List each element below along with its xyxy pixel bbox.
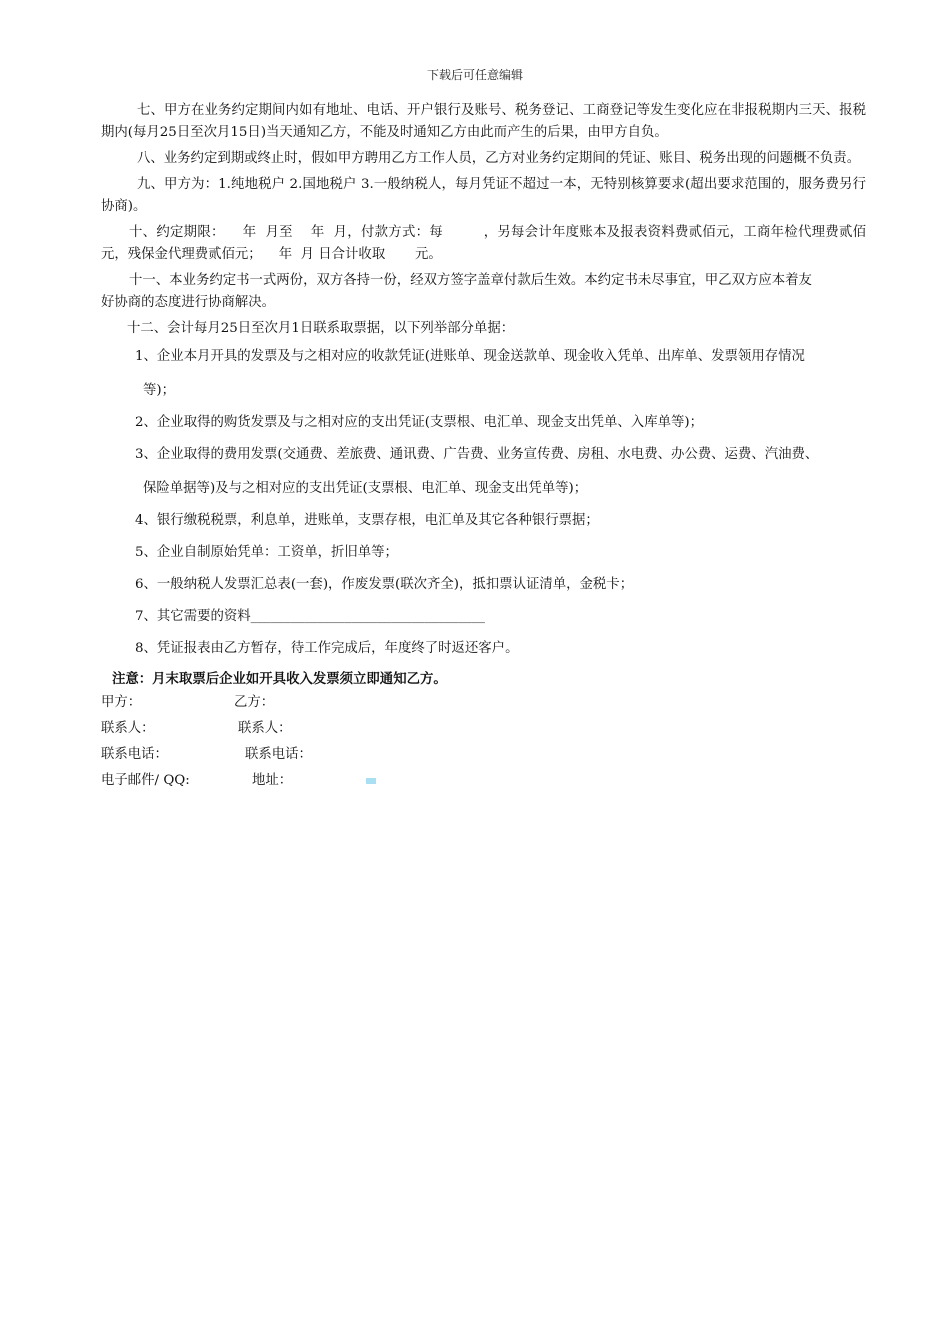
contact-b-label: 联系人： [238, 721, 292, 736]
list-item-7: 7、其它需要的资料___________________________________ [135, 609, 485, 624]
phone-a-label: 联系电话： [101, 747, 168, 762]
list-item-3 [101, 444, 866, 500]
clause-7: 七、甲方在业务约定期间内如有地址、电话、开户银行及账号、税务登记、工商登记等发生变化应在非报税期内三天、报税期内(每月25日至次月15日)当天通知乙方，不能及时通知乙方由此而产生的后果，由甲方自负。 [101, 103, 866, 140]
list-item-1 [101, 346, 866, 402]
phone-b-label: 联系电话： [245, 747, 312, 762]
page-header: 下载后可任意编辑 [426, 68, 523, 82]
list-item-5: 5、企业自制原始凭单：工资单，折旧单等； [135, 545, 398, 560]
list-item-1-line-1: 1、企业本月开具的发票及与之相对应的收款凭证(进账单、现金送款单、现金收入凭单、出库单、发票领用存情况 [135, 349, 805, 364]
document-body [101, 100, 866, 794]
clause-8: 八、业务约定到期或终止时，假如甲方聘用乙方工作人员，乙方对业务约定期间的凭证、账目、税务出现的问题概不负责。 [137, 151, 861, 166]
list-item-8: 8、凭证报表由乙方暂存，待工作完成后，年度终了时返还客户。 [135, 641, 519, 656]
contact-a-label: 联系人： [101, 721, 155, 736]
signature-row-party [101, 690, 866, 716]
document-list [101, 346, 866, 660]
list-item-3-line-1: 3、企业取得的费用发票(交通费、差旅费、通讯费、广告费、业务宣传费、房租、水电费、办公费、运费、汽油费、 [135, 447, 819, 462]
highlight-marker [366, 778, 376, 784]
clause-11 [101, 270, 866, 314]
address-b-label: 地址： [252, 773, 293, 788]
list-item-3-line-2: 保险单据等)及与之相对应的支出凭证(支票根、电汇单、现金支出凭单等)； [143, 481, 588, 496]
list-item-4: 4、银行缴税税票，利息单，进账单，支票存根，电汇单及其它各种银行票据； [135, 513, 599, 528]
party-b-label: 乙方： [234, 695, 275, 710]
clause-11-line-2: 好协商的态度进行协商解决。 [101, 295, 276, 310]
email-a-label: 电子邮件/ QQ: [101, 773, 190, 788]
list-item-2: 2、企业取得的购货发票及与之相对应的支出凭证(支票根、电汇单、现金支出凭单、入库单等)； [135, 415, 703, 430]
list-item-6: 6、一般纳税人发票汇总表(一套)，作废发票(联次齐全)，抵扣票认证清单，金税卡； [135, 577, 634, 592]
list-item-1-line-2: 等)； [143, 383, 176, 398]
clause-10: 十、约定期限： 年 月至 年 月，付款方式：每 ，另每会计年度账本及报表资料费贰佰元，工商年检代理费贰佰元，残保金代理费贰佰元； 年 月 日合计收取 元。 [101, 225, 866, 262]
notice-text: 注意：月末取票后企业如开具收入发票须立即通知乙方。 [112, 671, 447, 687]
signature-row-email [101, 768, 866, 794]
clause-11-line-1: 十一、本业务约定书一式两份，双方各持一份，经双方签字盖章付款后生效。本约定书未尽事宜，甲乙双方应本着友 [129, 273, 812, 288]
signature-row-phone [101, 742, 866, 768]
clause-9: 九、甲方为：1.纯地税户 2.国地税户 3.一般纳税人，每月凭证不超过一本，无特别核算要求(超出要求范围的，服务费另行协商)。 [101, 177, 866, 214]
party-a-label: 甲方： [101, 695, 142, 710]
clause-12: 十二、会计每月25日至次月1日联系取票据，以下列举部分单据： [127, 321, 515, 336]
signature-row-contact [101, 716, 866, 742]
